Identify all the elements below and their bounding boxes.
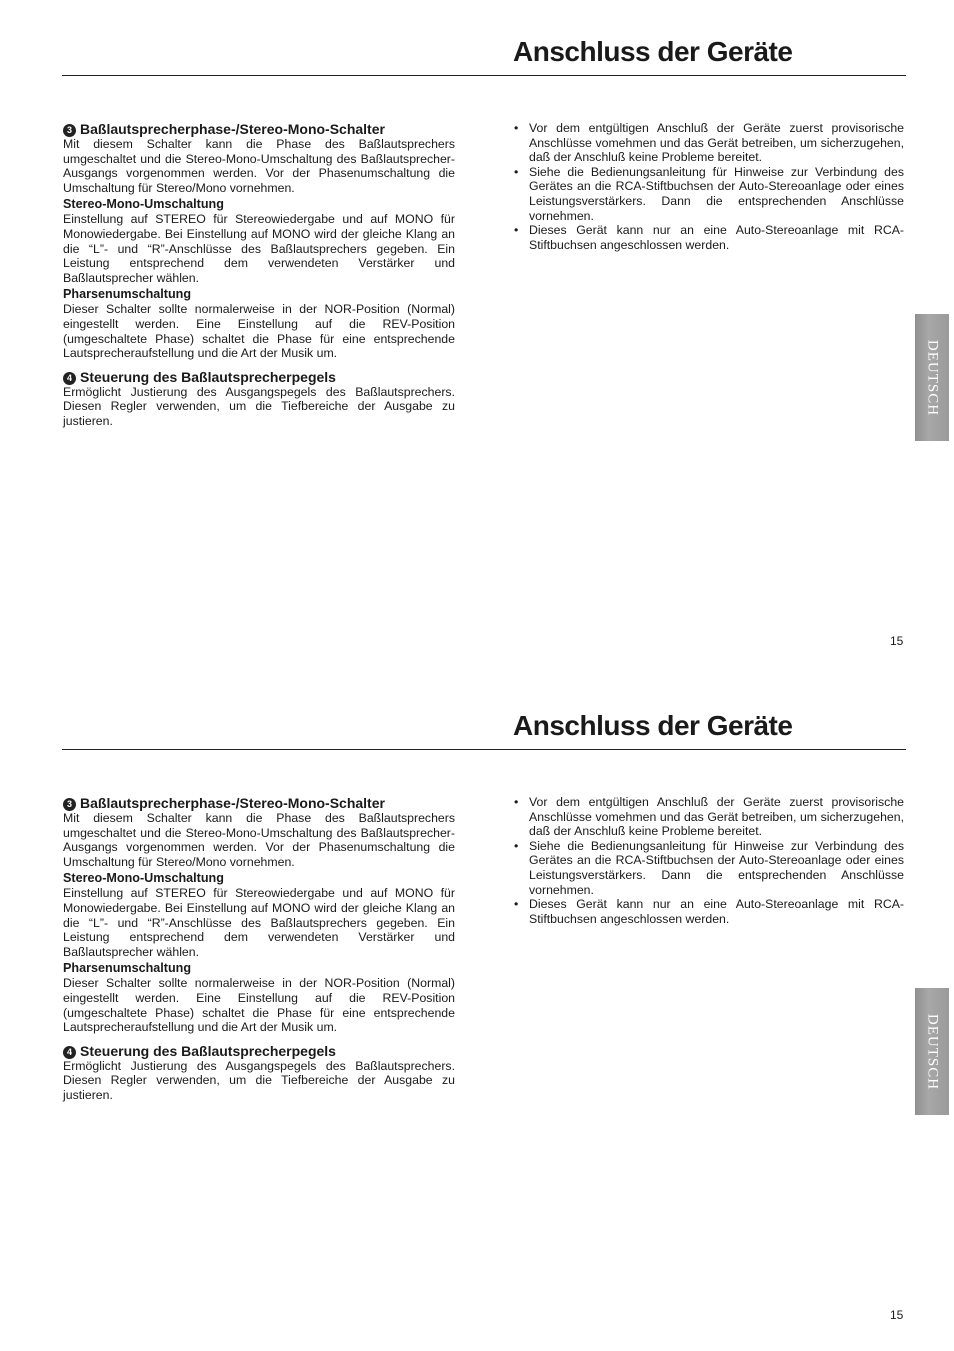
section-3-heading-text: Baßlautsprecherphase-/Stereo-Mono-Schalter	[80, 121, 385, 137]
list-item: • Vor dem entgültigen Anschluß der Geräte zuerst provisorische Anschlüsse vomehmen und das Gerät betreiben, um sicherzugehen, daß der Anschluß keine Probleme bereitet.	[512, 121, 904, 165]
section-4-text: Ermöglicht Justierung des Ausgangspegels des Baßlautsprechers. Diesen Regler verwenden, um die Tiefbereiche der Ausgabe zu justieren.	[63, 384, 455, 428]
page-title: Anschluss der Geräte	[513, 36, 793, 67]
page-title: Anschluss der Geräte	[513, 710, 793, 741]
page-bottom	[0, 674, 954, 1349]
number-3-badge: 3	[63, 798, 76, 811]
phase-text: Dieser Schalter sollte normalerweise in der NOR-Position (Normal) eingestellt werden. Eine Einstellung auf die REV-Position (umgeschaltete Phase) schaltet die Phase für eine entsprechende Lautsprecheraufstellung und die Art der Musik um.	[63, 302, 455, 361]
language-tab	[915, 988, 949, 1115]
section-4-heading	[63, 369, 455, 385]
language-tab-label: DEUTSCH	[924, 1013, 941, 1090]
number-4-badge: 4	[63, 1046, 76, 1059]
phase-heading: Pharsenumschaltung	[63, 287, 192, 302]
title-rule	[62, 749, 906, 750]
title-rule	[62, 75, 906, 76]
left-column	[63, 795, 455, 1103]
section-3-text: Mit diesem Schalter kann die Phase des Baßlautsprechers umgeschaltet und die Stereo-Mono-Umschaltung des Baßlautsprecher-Ausgangs vorgenommen werden. Vor der Phasenumschaltung die Umschaltung für Stereo/Mono vornehmen.	[63, 137, 455, 195]
list-item: • Dieses Gerät kann nur an eine Auto-Stereoanlage mit RCA-Stiftbuchsen angeschlossen werden.	[512, 223, 904, 252]
list-item: • Siehe die Bedienungsanleitung für Hinweise zur Verbindung des Gerätes an die RCA-Stiftbuchsen der Auto-Stereoanlage oder eines Leistungsverstärkers. Dann die entsprechenden Anschlüsse vornehmen.	[512, 839, 904, 897]
stereo-mono-heading: Stereo-Mono-Umschaltung	[63, 871, 224, 886]
notes-list	[512, 795, 904, 926]
right-column	[512, 121, 904, 252]
right-column	[512, 795, 904, 926]
section-3-heading-text: Baßlautsprecherphase-/Stereo-Mono-Schalter	[80, 795, 385, 811]
section-3-text: Mit diesem Schalter kann die Phase des Baßlautsprechers umgeschaltet und die Stereo-Mono-Umschaltung des Baßlautsprecher-Ausgangs vorgenommen werden. Vor der Phasenumschaltung die Umschaltung für Stereo/Mono vornehmen.	[63, 811, 455, 869]
phase-heading: Pharsenumschaltung	[63, 961, 192, 976]
list-item: • Siehe die Bedienungsanleitung für Hinweise zur Verbindung des Gerätes an die RCA-Stiftbuchsen der Auto-Stereoanlage oder eines Leistungsverstärkers. Dann die entsprechenden Anschlüsse vornehmen.	[512, 165, 904, 223]
left-column	[63, 121, 455, 429]
number-3-badge: 3	[63, 124, 76, 137]
section-4-heading-text: Steuerung des Baßlautsprecherpegels	[80, 368, 336, 385]
stereo-mono-text: Einstellung auf STEREO für Stereowiedergabe und auf MONO für Monowiedergabe. Bei Einstellung auf MONO wird der gleiche Klang an die “L”- und “R”-Anschlüsse des Baßlautsprechers gegeben. Ein Leistung entsprechend dem verwendeten Verstärker und Baßlautsprecher wählen.	[63, 212, 455, 285]
page-top	[0, 0, 954, 675]
section-4-text: Ermöglicht Justierung des Ausgangspegels des Baßlautsprechers. Diesen Regler verwenden, um die Tiefbereiche der Ausgabe zu justieren.	[63, 1058, 455, 1102]
section-3-heading	[63, 795, 455, 811]
number-4-badge: 4	[63, 372, 76, 385]
page-number: 15	[890, 1308, 904, 1322]
notes-list	[512, 121, 904, 252]
section-4-heading-text: Steuerung des Baßlautsprecherpegels	[80, 1042, 336, 1059]
stereo-mono-heading: Stereo-Mono-Umschaltung	[63, 197, 224, 212]
list-item: • Vor dem entgültigen Anschluß der Geräte zuerst provisorische Anschlüsse vomehmen und das Gerät betreiben, um sicherzugehen, daß der Anschluß keine Probleme bereitet.	[512, 795, 904, 839]
section-3-heading	[63, 121, 455, 137]
language-tab	[915, 314, 949, 441]
list-item: • Dieses Gerät kann nur an eine Auto-Stereoanlage mit RCA-Stiftbuchsen angeschlossen werden.	[512, 897, 904, 926]
section-4-heading	[63, 1043, 455, 1059]
stereo-mono-text: Einstellung auf STEREO für Stereowiedergabe und auf MONO für Monowiedergabe. Bei Einstellung auf MONO wird der gleiche Klang an die “L”- und “R”-Anschlüsse des Baßlautsprechers gegeben. Ein Leistung entsprechend dem verwendeten Verstärker und Baßlautsprecher wählen.	[63, 886, 455, 959]
language-tab-label: DEUTSCH	[924, 339, 941, 416]
page-number: 15	[890, 634, 904, 648]
phase-text: Dieser Schalter sollte normalerweise in der NOR-Position (Normal) eingestellt werden. Eine Einstellung auf die REV-Position (umgeschaltete Phase) schaltet die Phase für eine entsprechende Lautsprecheraufstellung und die Art der Musik um.	[63, 976, 455, 1035]
